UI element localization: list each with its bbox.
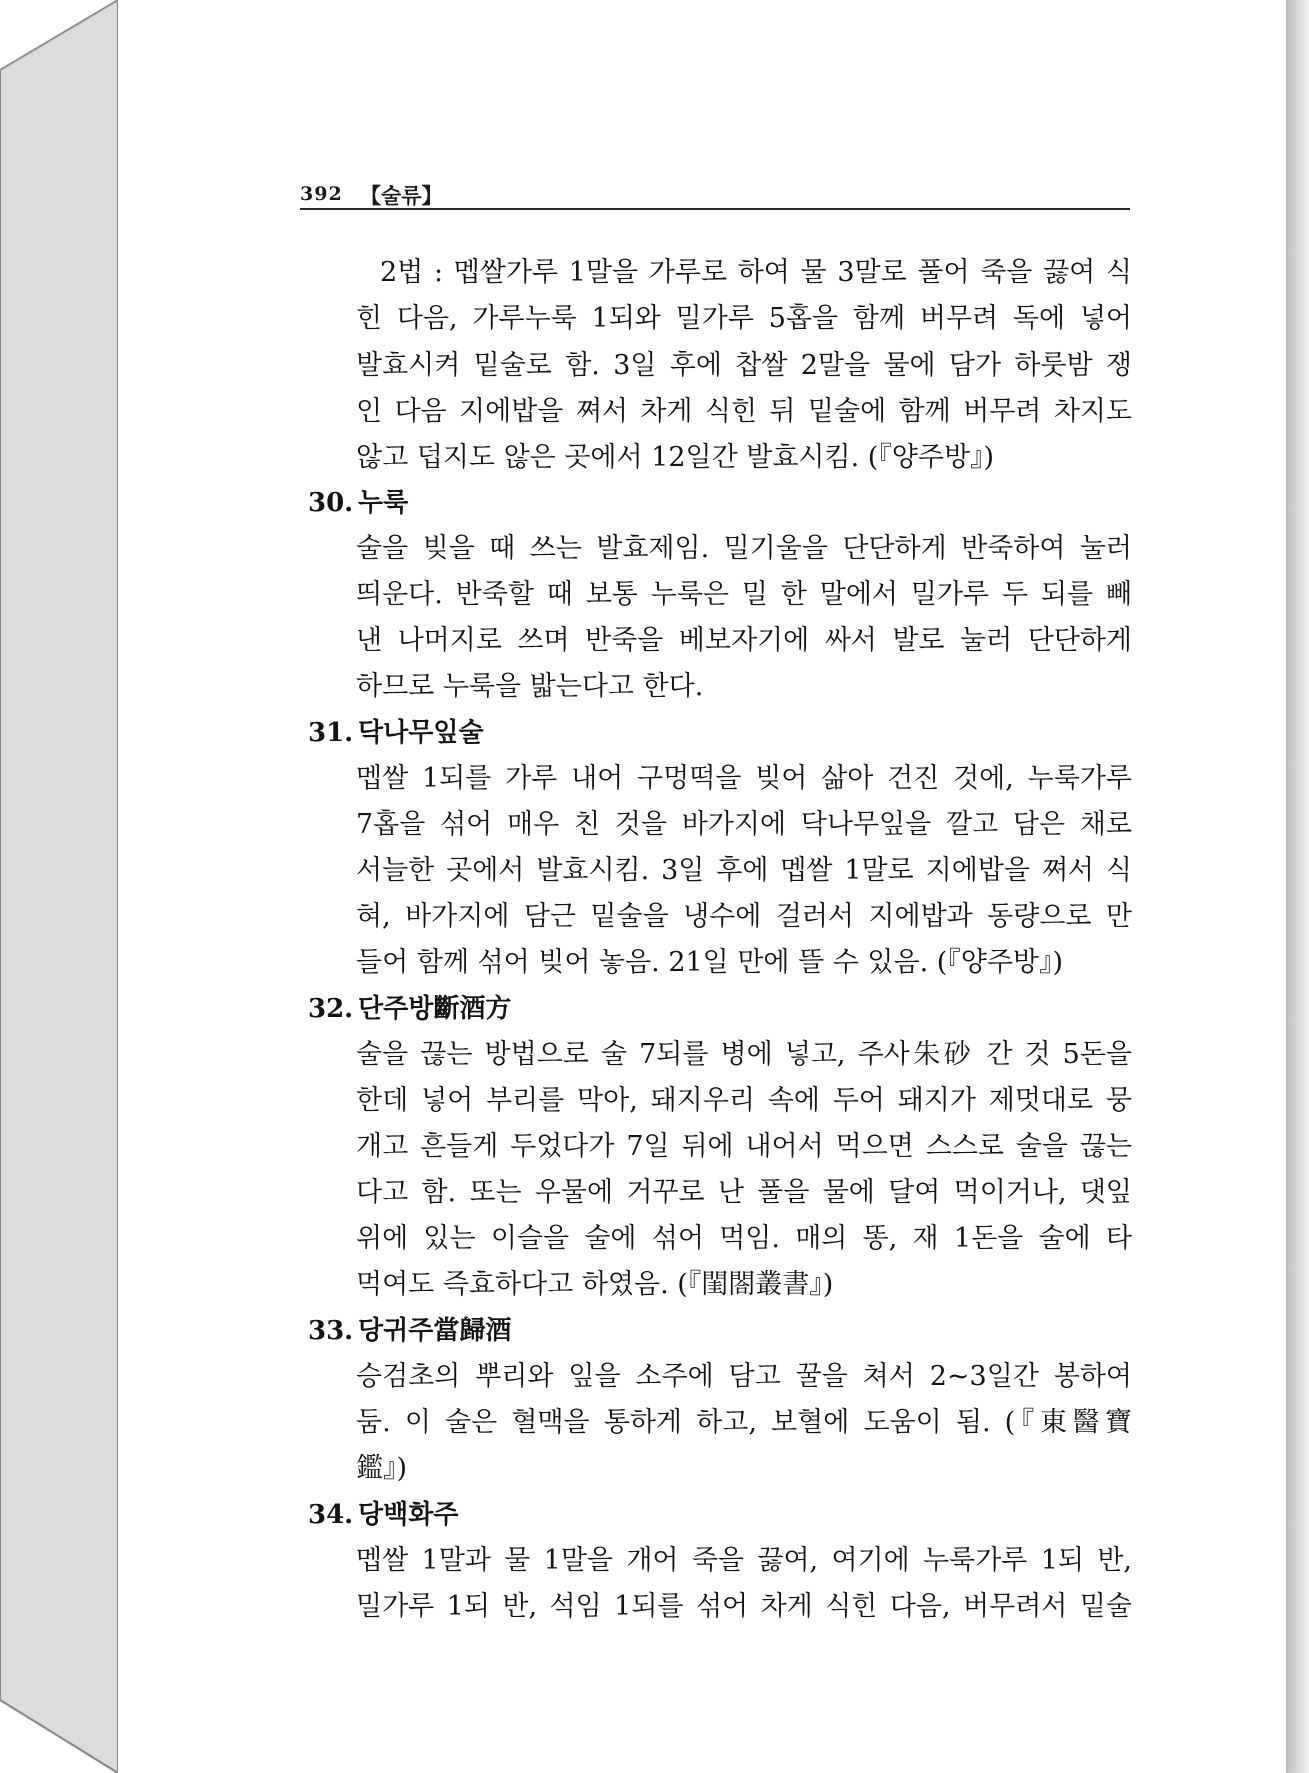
entry-title: 당귀주當歸酒 (358, 1316, 512, 1346)
entry-line: 서늘한 곳에서 발효시킴. 3일 후에 멥쌀 1말로 지에밥을 쪄서 식 (356, 855, 1132, 886)
entry-line: 술을 빚을 때 쓰는 발효제임. 밀기울을 단단하게 반죽하여 눌러 (356, 533, 1132, 564)
intro-line: 2법 : 멥쌀가루 1말을 가루로 하여 물 3말로 풀어 죽을 끓여 식 (380, 257, 1132, 288)
entry-title: 닥나무잎술 (358, 718, 484, 748)
entry-line: 개고 흔들게 두었다가 7일 뒤에 내어서 먹으면 스스로 술을 끊는 (356, 1131, 1132, 1162)
entry-heading (308, 992, 511, 1026)
entry-title: 당백화주 (358, 1500, 459, 1530)
entry-title: 단주방斷酒方 (358, 994, 512, 1024)
entry-heading (308, 1498, 458, 1532)
entry-line: 낸 나머지로 쓰며 반죽을 베보자기에 싸서 발로 눌러 단단하게 (356, 625, 1132, 656)
entry-number: 34. (308, 1500, 354, 1530)
entry-line: 멥쌀 1말과 물 1말을 개어 죽을 끓여, 여기에 누룩가루 1되 반, (356, 1545, 1132, 1576)
entry-number: 33. (308, 1316, 354, 1346)
intro-line: 않고 덥지도 않은 곳에서 12일간 발효시킴. (『양주방』) (356, 442, 995, 473)
entry-line: 하므로 누룩을 밟는다고 한다. (356, 671, 704, 702)
page-number: 392 (300, 183, 343, 205)
entry-number: 30. (308, 488, 354, 518)
entry-number: 31. (308, 718, 354, 748)
entry-line: 술을 끊는 방법으로 술 7되를 병에 넣고, 주사朱砂 간 것 5돈을 (356, 1039, 1132, 1070)
section-title: 【술류】 (360, 183, 443, 208)
entry-line: 7홉을 섞어 매우 친 것을 바가지에 닥나무잎을 깔고 담은 채로 (356, 809, 1132, 840)
entry-line: 띄운다. 반죽할 때 보통 누룩은 밀 한 말에서 밀가루 두 되를 빼 (356, 579, 1132, 610)
entry-line: 혀, 바가지에 담근 밑술을 냉수에 걸러서 지에밥과 동량으로 만 (356, 901, 1132, 932)
entry-number: 32. (308, 994, 354, 1024)
entry-line: 鑑』) (356, 1453, 408, 1484)
intro-line: 힌 다음, 가루누룩 1되와 밀가루 5홉을 함께 버무려 독에 넣어 (356, 303, 1132, 334)
entry-line: 먹여도 즉효하다고 하였음. (『閨閤叢書』) (356, 1269, 834, 1300)
entry-heading (308, 486, 408, 520)
entry-line: 밀가루 1되 반, 석임 1되를 섞어 차게 식힌 다음, 버무려서 밑술 (356, 1591, 1132, 1622)
entry-line: 둠. 이 술은 혈맥을 통하게 하고, 보혈에 도움이 됨. (『東醫寶 (356, 1407, 1132, 1438)
intro-line: 발효시켜 밑술로 함. 3일 후에 찹쌀 2말을 물에 담가 하룻밤 쟁 (356, 350, 1132, 381)
entry-line: 승검초의 뿌리와 잎을 소주에 담고 꿀을 쳐서 2~3일간 봉하여 (356, 1361, 1132, 1392)
entry-title: 누룩 (358, 488, 409, 518)
entry-line: 멥쌀 1되를 가루 내어 구멍떡을 빚어 삶아 건진 것에, 누룩가루 (356, 763, 1132, 794)
entry-line: 다고 함. 또는 우물에 거꾸로 난 풀을 물에 달여 먹이거나, 댓잎 (356, 1177, 1132, 1208)
entry-heading (308, 716, 484, 750)
intro-line: 인 다음 지에밥을 쪄서 차게 식힌 뒤 밑술에 함께 버무려 차지도 (356, 396, 1132, 427)
entry-line: 한데 넣어 부리를 막아, 돼지우리 속에 두어 돼지가 제멋대로 뭉 (356, 1085, 1132, 1116)
entry-line: 들어 함께 섞어 빚어 놓음. 21일 만에 뜰 수 있음. (『양주방』) (356, 947, 1064, 978)
entry-heading (308, 1314, 511, 1348)
entry-line: 위에 있는 이슬을 술에 섞어 먹임. 매의 똥, 재 1돈을 술에 타 (356, 1223, 1132, 1254)
